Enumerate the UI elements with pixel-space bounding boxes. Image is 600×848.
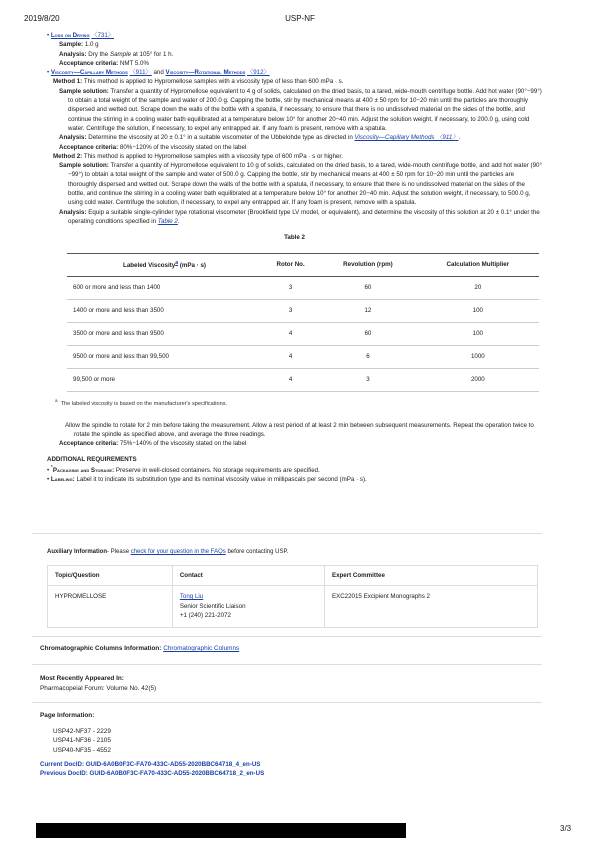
method-2-analysis: Analysis: Equip a suitable single-cylinder type rotational viscometer (Brookfield type LV model, or equivalent), and determine the viscosity of this solution at 20 ± 0.1° under the operating conditions specified in Table 2. (59, 208, 540, 225)
table-header-row (48, 566, 538, 586)
method-2: Method 2: This method is applied to Hypromellose samples with a viscosity type of 600 mPa · s or higher. (53, 152, 343, 160)
current-docid: Current DocID: GUID-6A0B0F3C-FA70-433C-AD55-2020BBC64718_4_en-US (40, 761, 261, 768)
table-2-link[interactable]: Table 2 (157, 217, 178, 225)
divider (32, 636, 542, 637)
viscosity-table (67, 253, 539, 392)
redacted-url-bar (36, 823, 406, 838)
table-cell: 4 (262, 345, 319, 368)
table-header-rotor: Rotor No. (262, 253, 319, 276)
viscosity-heading: • Viscosity—Capillary Methods 〈911〉 and Viscosity—Rotational Methods 〈912〉 (47, 69, 270, 77)
lod-link[interactable]: Loss on Drying (50, 32, 90, 39)
table-cell: 100 (417, 299, 539, 322)
table-row (67, 368, 539, 391)
table-cell: 60 (319, 322, 417, 345)
table-cell: 3 (262, 299, 319, 322)
divider (32, 533, 542, 534)
table-header-multiplier: Calculation Multiplier (417, 253, 539, 276)
page-info-line: USP42-NF37 - 2229 (53, 727, 111, 735)
chromatographic-columns-link[interactable]: Chromatographic Columns (163, 645, 240, 652)
lod-analysis: Analysis: Dry the Sample at 105° for 1 h. (59, 50, 174, 58)
page-title: USP-NF (285, 14, 315, 23)
page-information: Page Information: USP42-NF37 - 2229 USP41-NF36 - 2105 USP40-NF35 - 4552 (40, 712, 111, 754)
table-header-contact: Contact (172, 566, 324, 586)
table-cell: 60 (319, 276, 417, 299)
page-info-line: USP41-NF36 - 2105 (53, 737, 111, 745)
divider (32, 664, 542, 665)
table-cell: 20 (417, 276, 539, 299)
method-1-acceptance: Acceptance criteria: 80%−120% of the viscosity stated on the label (59, 143, 247, 151)
method-1: Method 1: This method is applied to Hypromellose samples with a viscosity type of less than 600 mPa · s. (53, 78, 344, 86)
viscosity-rotational-ref-link[interactable]: 〈912〉 (247, 69, 270, 77)
viscosity-capillary-link[interactable]: Viscosity—Capillary Methods (50, 69, 128, 77)
bullet-icon: • (47, 466, 50, 474)
table-footnote: $^a$ The labeled viscosity is based on the manufacturer's specifications. (55, 397, 228, 407)
method-1-sample: Sample solution: Transfer a quantity of Hypromellose equivalent to 4 g of solids, calculated on the dried basis, to a tared, wide-mouth centrifuge bottle. Add hot water (90°−99°) to obtain a total weight of the sample and water of 200.0 g. Capping the bottle, stir by mechanical means at 400 ± 50 rpm for 10−20 min until the particles are thoroughly dispersed and wetted out. Scrape down the walls of the bottle with a spatula, if necessary, to ensure that there is no undissolved material on the sides of the bottle, and continue the stirring in a cooling water bath equilibrated at a temperature below 10° for another 20−40 min. Adjust the solution weight, if necessary, to 200.0 g, using cold water. Centrifuge the solution, if necessary, to expel any entrapped air. If any foam is present, remove with a spatula. (59, 87, 542, 132)
chromatographic-columns: Chromatographic Columns Information: Chromatographic Columns (40, 645, 240, 652)
table-cell: 12 (319, 299, 417, 322)
print-date: 2019/8/20 (24, 14, 60, 23)
faq-link[interactable]: check for your question in the FAQs (130, 549, 226, 555)
table-cell: 1000 (417, 345, 539, 368)
topic-cell: HYPROMELLOSE (48, 586, 173, 628)
table-header-revolution: Revolution (rpm) (319, 253, 417, 276)
labeling: • Labeling: Label it to indicate its substitution type and its nominal viscosity value in millipascals per second (mPa · s). (47, 476, 367, 484)
spindle-instructions: Allow the spindle to rotate for 2 min before taking the measurement. Allow a rest period of at least 2 min between subsequent measurements. Repeat the operation twice to rotate the spindle as specified above, and average the three readings. (65, 421, 534, 438)
table-header-topic: Topic/Question (48, 566, 173, 586)
packaging-storage: • *Packaging and Storage: Preserve in well-closed containers. No storage requirements are specified. (47, 464, 320, 474)
method-2-sample: Sample solution: Transfer a quantity of Hypromellose equivalent to 10 g of solids, calculated on the dried basis, to a tared, wide-mouth centrifuge bottle, and add hot water (90°−99°) to obtain a total weight of the sample and water of 500.0 g. Capping the bottle, stir by mechanical means at 400 ± 50 rpm for 10−20 min until the particles are thoroughly dispersed and wetted out. Scrape down the walls of the bottle with a spatula, if necessary, to ensure that there is no undissolved material on the sides of the bottle, and continue the stirring in a cooling water bath equilibrated at a temperature below 10° for another 20−40 min. Adjust the solution weight, if necessary, to 500.0 g, using cold water. Centrifuge the solution, if necessary, to expel any entrapped air. If any foam is present, remove with a spatula. (59, 162, 542, 207)
table-header-row (67, 253, 539, 276)
committee-cell: EXC22015 Excipient Monographs 2 (324, 586, 537, 628)
page-info-line: USP40-NF35 - 4552 (53, 746, 111, 754)
table-cell: 3500 or more and less than 9500 (67, 322, 262, 345)
table-cell: 100 (417, 322, 539, 345)
lod-ref-link[interactable]: 〈731〉 (91, 32, 114, 39)
table-header-committee: Expert Committee (324, 566, 537, 586)
contact-cell: Tong Liu Senior Scientific Liaison +1 (240) 221-2072 (172, 586, 324, 628)
lod-acceptance: Acceptance criteria: NMT 5.0% (59, 59, 150, 67)
table-row (67, 345, 539, 368)
lod-sample: Sample: 1.0 g (59, 41, 99, 49)
table-row (67, 276, 539, 299)
capillary-methods-link[interactable]: Viscosity—Capillary Methods 〈911〉 (354, 134, 459, 142)
viscosity-capillary-ref-link[interactable]: 〈911〉 (129, 69, 152, 77)
additional-requirements-heading: ADDITIONAL REQUIREMENTS (47, 455, 137, 463)
monograph-content (47, 31, 542, 485)
doc-ids (40, 760, 264, 778)
table-cell: 1400 or more and less than 3500 (67, 299, 262, 322)
footnote-a-link[interactable]: a (175, 259, 179, 266)
bullet-icon: • (47, 32, 50, 39)
table-row (67, 299, 539, 322)
contact-table (47, 565, 538, 628)
most-recently-appeared: Most Recently Appeared In: Pharmacopeial Forum: Volume No. 42(5) (40, 675, 157, 692)
table-cell: 9500 or more and less than 99,500 (67, 345, 262, 368)
bullet-icon: • (47, 69, 50, 77)
bullet-icon: • (47, 476, 50, 484)
lod-heading (47, 31, 542, 40)
table-cell: 2000 (417, 368, 539, 391)
table-cell: 600 or more and less than 1400 (67, 276, 262, 299)
table-cell: 6 (319, 345, 417, 368)
table-cell: 99,500 or more (67, 368, 262, 391)
auxiliary-information: Auxiliary Information- Please check for your question in the FAQs before contacting USP. (47, 549, 289, 555)
table-cell: 4 (262, 322, 319, 345)
table-cell: 4 (262, 368, 319, 391)
contact-name-link[interactable]: Tong Liu (179, 593, 204, 600)
table-row (67, 322, 539, 345)
table-cell: 3 (319, 368, 417, 391)
method-2-acceptance: Acceptance criteria: 75%−140% of the viscosity stated on the label (59, 440, 247, 448)
divider (32, 702, 542, 703)
table-row (48, 586, 538, 628)
viscosity-rotational-link[interactable]: Viscosity—Rotational Methods (165, 69, 246, 77)
table-cell: 3 (262, 276, 319, 299)
table-caption: Table 2 (284, 234, 305, 242)
previous-docid: Previous DocID: GUID-6A0B0F3C-FA70-433C-AD55-2020BBC64718_2_en-US (40, 770, 265, 777)
method-1-analysis: Analysis: Determine the viscosity at 20 ± 0.1° in a suitable viscometer of the Ubbelohde type as directed in Viscosity—Capillary Methods 〈911〉. (59, 134, 461, 142)
table-header-labeled-viscosity: Labeled Viscosity$^a$ (mPa · s) (67, 253, 262, 276)
page-number: 3/3 (560, 824, 572, 833)
